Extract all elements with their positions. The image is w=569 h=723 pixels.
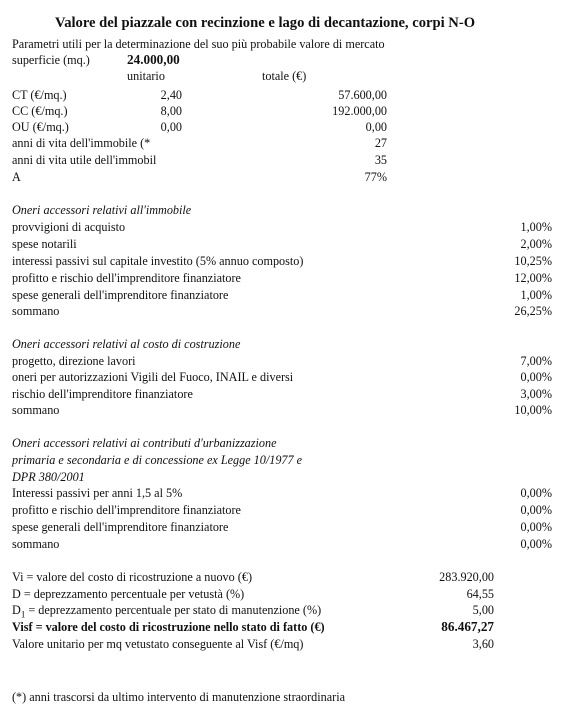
section-row-label: provvigioni di acquisto bbox=[12, 220, 126, 234]
params-intro: Parametri utili per la determinazione del suo più probabile valore di mercato bbox=[12, 37, 385, 51]
vi-label: Vi = valore del costo di ricostruzione a nuovo (€) bbox=[12, 570, 253, 584]
section-row-value: 2,00% bbox=[520, 237, 552, 251]
param-total: 77% bbox=[364, 170, 387, 184]
section-row-value: 0,00% bbox=[520, 370, 552, 384]
section-row-label: profitto e rischio dell'imprenditore finanziatore bbox=[12, 503, 241, 517]
section-row-value: 10,25% bbox=[514, 254, 552, 268]
section-row-value: 7,00% bbox=[520, 354, 552, 368]
page-title: Valore del piazzale con recinzione e lago di decantazione, corpi N-O bbox=[55, 16, 476, 31]
section-row-value: 26,25% bbox=[514, 304, 552, 318]
section-row-label: profitto e rischio dell'imprenditore finanziatore bbox=[12, 271, 241, 285]
footnote: (*) anni trascorsi da ultimo intervento di manutenzione straordinaria bbox=[12, 690, 346, 704]
section-heading: Oneri accessori relativi ai contributi d'urbanizzazione bbox=[12, 436, 277, 450]
area-value: 24.000,00 bbox=[127, 52, 180, 67]
section-heading: Oneri accessori relativi all'immobile bbox=[12, 203, 192, 217]
section-row-value: 1,00% bbox=[520, 220, 552, 234]
d1-value: 5,00 bbox=[472, 603, 494, 617]
visf-label: Visf = valore del costo di ricostruzione nello stato di fatto (€) bbox=[12, 620, 325, 634]
param-label: anni di vita utile dell'immobil bbox=[12, 153, 157, 167]
param-total: 192.000,00 bbox=[332, 104, 387, 118]
param-label: CT (€/mq.) bbox=[12, 88, 67, 102]
section-row-label: oneri per autorizzazioni Vigili del Fuoco, INAIL e diversi bbox=[12, 370, 294, 384]
param-label: CC (€/mq.) bbox=[12, 104, 68, 118]
section-heading: primaria e secondaria e di concessione ex Legge 10/1977 e bbox=[12, 453, 303, 467]
section-row-value: 12,00% bbox=[514, 271, 552, 285]
param-label: anni di vita dell'immobile (* bbox=[12, 136, 151, 150]
section-row-label: sommano bbox=[12, 403, 60, 417]
visf-value: 86.467,27 bbox=[441, 619, 494, 634]
section-heading: DPR 380/2001 bbox=[12, 470, 85, 484]
area-label: superficie (mq.) bbox=[12, 53, 90, 67]
param-total: 0,00 bbox=[365, 120, 387, 134]
col-header-unit: unitario bbox=[127, 69, 165, 83]
section-row-label: rischio dell'imprenditore finanziatore bbox=[12, 387, 193, 401]
d-label: D = deprezzamento percentuale per vetustà (%) bbox=[12, 587, 245, 601]
section-row-label: Interessi passivi per anni 1,5 al 5% bbox=[12, 486, 183, 500]
d1-subscript: 1 bbox=[20, 609, 26, 620]
param-unit: 2,40 bbox=[160, 88, 182, 102]
param-label: OU (€/mq.) bbox=[12, 120, 69, 134]
d1-symbol: D bbox=[12, 603, 21, 617]
vi-value: 283.920,00 bbox=[439, 570, 494, 584]
section-row-value: 10,00% bbox=[514, 403, 552, 417]
section-row-label: spese generali dell'imprenditore finanziatore bbox=[12, 520, 229, 534]
section-row-label: spese generali dell'imprenditore finanziatore bbox=[12, 288, 229, 302]
section-row-value: 0,00% bbox=[520, 520, 552, 534]
section-row-label: interessi passivi sul capitale investito (5% annuo composto) bbox=[12, 254, 304, 268]
d-value: 64,55 bbox=[466, 587, 494, 601]
param-unit: 0,00 bbox=[160, 120, 182, 134]
section-row-label: spese notarili bbox=[12, 237, 77, 251]
param-total: 27 bbox=[374, 136, 387, 150]
d1-description: = deprezzamento percentuale per stato di manutenzione (%) bbox=[25, 603, 322, 617]
section-row-value: 0,00% bbox=[520, 503, 552, 517]
section-heading: Oneri accessori relativi al costo di costruzione bbox=[12, 337, 241, 351]
section-row-value: 3,00% bbox=[520, 387, 552, 401]
col-header-total: totale (€) bbox=[262, 69, 307, 83]
param-unit: 8,00 bbox=[160, 104, 182, 118]
section-row-label: progetto, direzione lavori bbox=[12, 354, 136, 368]
section-row-value: 0,00% bbox=[520, 486, 552, 500]
section-row-value: 1,00% bbox=[520, 288, 552, 302]
section-row-label: sommano bbox=[12, 304, 60, 318]
unit-value: 3,60 bbox=[472, 637, 494, 651]
section-row-value: 0,00% bbox=[520, 537, 552, 551]
unit-value-label: Valore unitario per mq vetustato conseguente al Visf (€/mq) bbox=[12, 637, 304, 651]
section-row-label: sommano bbox=[12, 537, 60, 551]
param-total: 57.600,00 bbox=[338, 88, 387, 102]
param-label: A bbox=[12, 170, 21, 184]
param-total: 35 bbox=[374, 153, 387, 167]
